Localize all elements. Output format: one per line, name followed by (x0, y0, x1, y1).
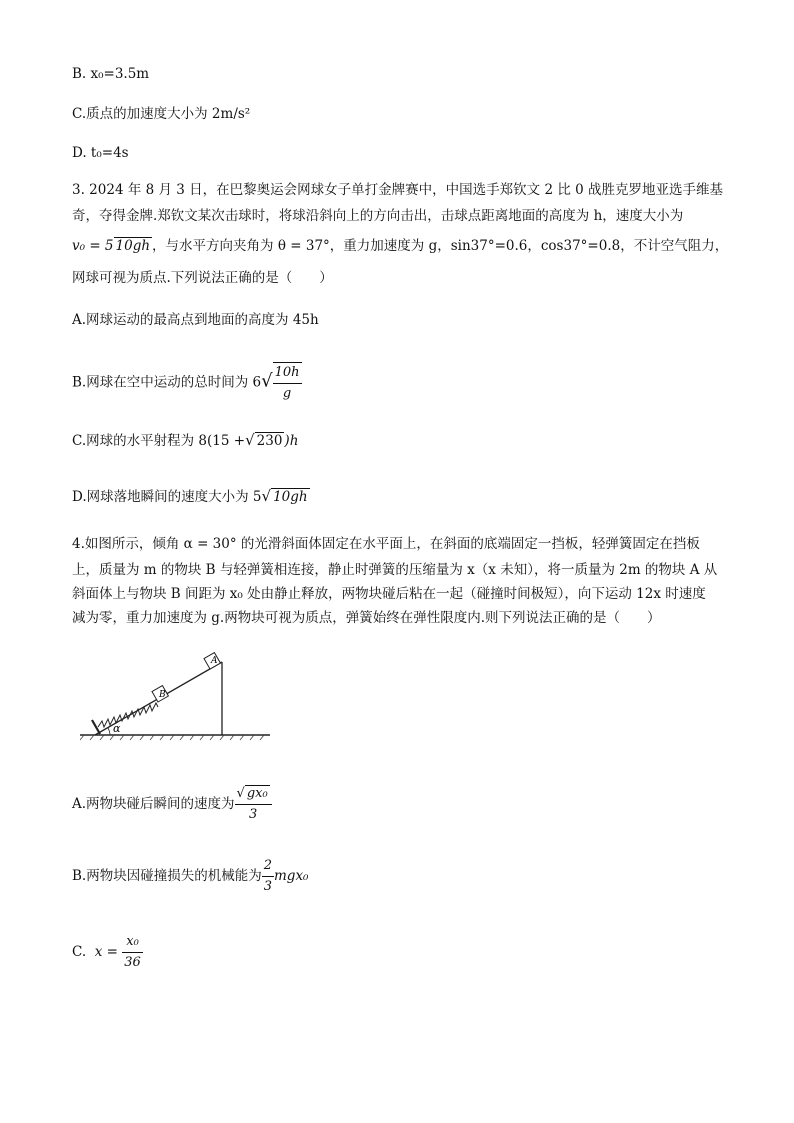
q4-stem-line1: 4.如图所示，倾角 α = 30° 的光滑斜面体固定在水平面上，在斜面的底端固定一挡板，轻弹簧固定在挡板 (72, 536, 700, 552)
q4-option-a-fraction (235, 784, 272, 825)
q4-option-a-text: A.两物块碰后瞬间的速度为 (72, 796, 235, 812)
sqrt-sign: √ (261, 487, 272, 505)
q3-option-c-tail: )h (284, 433, 299, 449)
q4-a-numerator (235, 784, 272, 805)
q4-stem-line2: 上，质量为 m 的物块 B 与轻弹簧相连接，静止时弹簧的压缩量为 x（x 未知），将一质量为 2m 的物块 A 从 (72, 562, 718, 578)
q4-b-denominator: 3 (263, 879, 272, 894)
baffle-plate (92, 720, 100, 734)
q3-v0-radical: 10gh (115, 238, 151, 254)
q4-option-b (72, 856, 308, 897)
angle-arc (108, 728, 110, 735)
q3-option-b-fraction (273, 362, 302, 404)
q4-option-c-lhs: x = (94, 944, 118, 960)
q3-v0-formula: v₀ = 5 (72, 238, 114, 254)
q4-option-c-text: C. (72, 944, 87, 960)
sqrt-sign: √ (236, 786, 245, 801)
q3-option-c-text: C.网球的水平射程为 8(15 + (72, 433, 246, 449)
q3-option-b (72, 362, 302, 404)
sqrt-sign: √ (245, 431, 255, 449)
q4-c-numerator: x₀ (122, 932, 143, 953)
q4-stem-line3: 斜面体上与物块 B 间距为 x₀ 处由静止释放，两物块碰后粘在一起（碰撞时间极短），向下运动 12x 时速度 (72, 586, 706, 602)
sqrt-sign: √ (261, 370, 273, 392)
q3-stem-line2: 奇，夺得金牌.郑钦文某次击球时，将球沿斜向上的方向击出，击球点距离地面的高度为 h，速度大小为 (72, 208, 684, 224)
q4-option-b-fraction (262, 856, 274, 897)
q3-option-b-text: B.网球在空中运动的总时间为 6 (72, 374, 262, 391)
q4-b-numerator: 2 (262, 856, 274, 877)
angle-alpha-label: α (113, 722, 121, 735)
q4-option-a (72, 784, 272, 825)
q3-stem-line3-text: ，与水平方向夹角为 θ = 37°，重力加速度为 g，sin37°=0.6，cos37°=0.8，不计空气阻力， (152, 238, 729, 254)
q4-c-denominator: 36 (124, 955, 141, 970)
q2-option-d: D. t₀=4s (72, 145, 129, 161)
q3-b-numerator: 10h (273, 363, 302, 384)
q3-stem-line3 (72, 236, 728, 256)
q2-option-b: B. x₀=3.5m (72, 66, 150, 82)
q3-b-denominator: g (282, 386, 292, 401)
q4-stem-line4: 减为零，重力加速度为 g.两物块可视为质点，弹簧始终在弹性限度内.则下列说法正确的是（ ） (72, 610, 661, 626)
q4-option-b-text: B.两物块因碰撞损失的机械能为 (72, 868, 262, 884)
q4-option-c-fraction (122, 932, 143, 973)
q3-option-c (72, 430, 298, 451)
spring (98, 703, 158, 727)
q4-a-denominator: 3 (248, 807, 258, 822)
q3-d-radical: 10gh (273, 489, 308, 505)
q4-option-b-tail: mgx₀ (274, 868, 309, 884)
incline-figure (80, 640, 280, 745)
q3-stem-line4: 网球可视为质点.下列说法正确的是（ ） (72, 270, 333, 286)
block-b-label: B (159, 690, 166, 700)
q4-a-radical: gx₀ (246, 786, 268, 801)
q3-stem-line1: 3. 2024 年 8 月 3 日，在巴黎奥运会网球女子单打金牌赛中，中国选手郑钦文 2 比 0 战胜克罗地亚选手维基 (72, 182, 724, 198)
q3-c-radical: 230 (256, 433, 283, 449)
q3-option-a: A.网球运动的最高点到地面的高度为 45h (72, 312, 319, 328)
q3-option-d (72, 486, 310, 507)
block-a-label: A (211, 656, 218, 666)
q2-option-c: C.质点的加速度大小为 2m/s² (72, 106, 251, 122)
q3-option-d-text: D.网球落地瞬间的速度大小为 5 (72, 489, 262, 505)
q4-option-c (72, 932, 143, 973)
